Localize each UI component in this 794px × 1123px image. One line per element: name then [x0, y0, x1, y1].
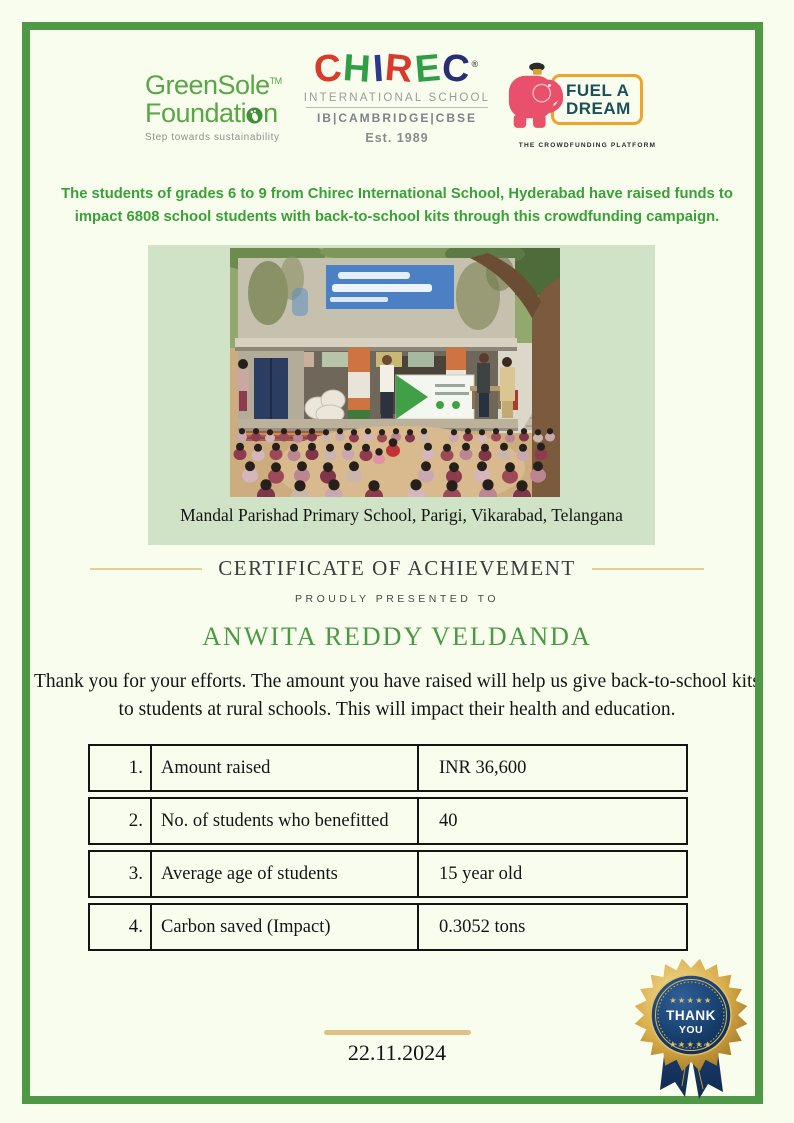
registered-mark: ®: [471, 59, 481, 70]
recipient-name: ANWITA REDDY VELDANDA: [202, 622, 592, 651]
greensole-line2: [145, 97, 305, 130]
greensole-line2-post: n: [263, 97, 278, 128]
row-label: Amount raised: [152, 746, 419, 790]
row-label: Average age of students: [152, 852, 419, 896]
chirec-letter: R: [383, 46, 417, 92]
chirec-letter: C: [440, 47, 473, 91]
chirec-divider: [306, 107, 488, 108]
decorative-line-left: [90, 568, 202, 570]
photo-panel: [148, 245, 655, 545]
badge-you-label: YOU: [678, 1024, 704, 1036]
chirec-boards: IB|CAMBRIDGE|CBSE: [316, 111, 478, 125]
photo-caption: Mandal Parishad Primary School, Parigi, Vikarabad, Telangana: [180, 505, 623, 525]
chirec-letter: E: [412, 46, 444, 92]
elephant-piggybank-icon: [505, 60, 563, 139]
badge-stars-bottom: ★★★★★: [669, 1040, 713, 1049]
row-value: INR 36,600: [439, 757, 527, 778]
chirec-letter: I: [371, 47, 387, 91]
table-row: [88, 903, 688, 951]
row-number: 4.: [90, 905, 152, 949]
row-label: Carbon saved (Impact): [152, 905, 419, 949]
certificate-date: 22.11.2024: [347, 1040, 447, 1065]
row-value: 0.3052 tons: [439, 916, 526, 937]
thank-you-rosette-badge: [632, 958, 750, 1104]
row-value: 40: [439, 810, 458, 831]
greensole-tagline: Step towards sustainability: [145, 132, 280, 144]
row-number: 2.: [90, 799, 152, 843]
fueladream-line1: FUEL A: [566, 81, 630, 101]
greensole-line1: GreenSole: [145, 70, 270, 100]
greensole-line2-pre: Foundati: [145, 97, 247, 128]
decorative-line-right: [592, 568, 704, 570]
fueladream-logo: [505, 60, 670, 149]
row-label: No. of students who benefitted: [152, 799, 419, 843]
school-photo: [230, 248, 560, 497]
chirec-letter: H: [341, 47, 375, 91]
fueladream-wordmark: [551, 74, 643, 125]
chirec-subtitle: INTERNATIONAL SCHOOL: [303, 92, 491, 104]
row-number: 3.: [90, 852, 152, 896]
rosette-icon: [632, 958, 750, 1104]
thank-you-message: Thank you for your efforts. The amount you have raised will help us give back-to-school kits to students at rural schools. This will impact their health and education.: [33, 671, 761, 720]
table-row: [88, 850, 688, 898]
presented-to-label: PROUDLY PRESENTED TO: [294, 593, 499, 605]
chirec-established: Est. 1989: [365, 131, 429, 145]
footprint-icon: [246, 102, 263, 130]
certificate-title: CERTIFICATE OF ACHIEVEMENT: [218, 556, 576, 580]
badge-stars-top: ★★★★★: [669, 996, 713, 1005]
campaign-intro-text: The students of grades 6 to 9 from Chirec International School, Hyderabad have raised funds to impact 6808 school students with back-to-school kits through this crowdfunding campaign.: [61, 186, 733, 225]
greensole-name: [145, 72, 305, 100]
badge-thank-label: THANK: [666, 1008, 716, 1023]
fueladream-line2: DREAM: [566, 98, 631, 118]
date-underline: [324, 1030, 471, 1035]
fueladream-mark: [505, 60, 670, 139]
row-value: 15 year old: [439, 863, 523, 884]
trademark-mark: TM: [269, 76, 282, 86]
chirec-wordmark: [297, 46, 497, 92]
greensole-logo: [145, 72, 305, 143]
chirec-letter: C: [311, 46, 346, 92]
chirec-logo: [297, 46, 497, 145]
row-number: 1.: [90, 746, 152, 790]
table-row: [88, 744, 688, 792]
table-row: [88, 797, 688, 845]
impact-table: [88, 744, 688, 951]
certificate-title-row: [0, 556, 794, 581]
fueladream-tagline: THE CROWDFUNDING PLATFORM: [518, 142, 657, 149]
